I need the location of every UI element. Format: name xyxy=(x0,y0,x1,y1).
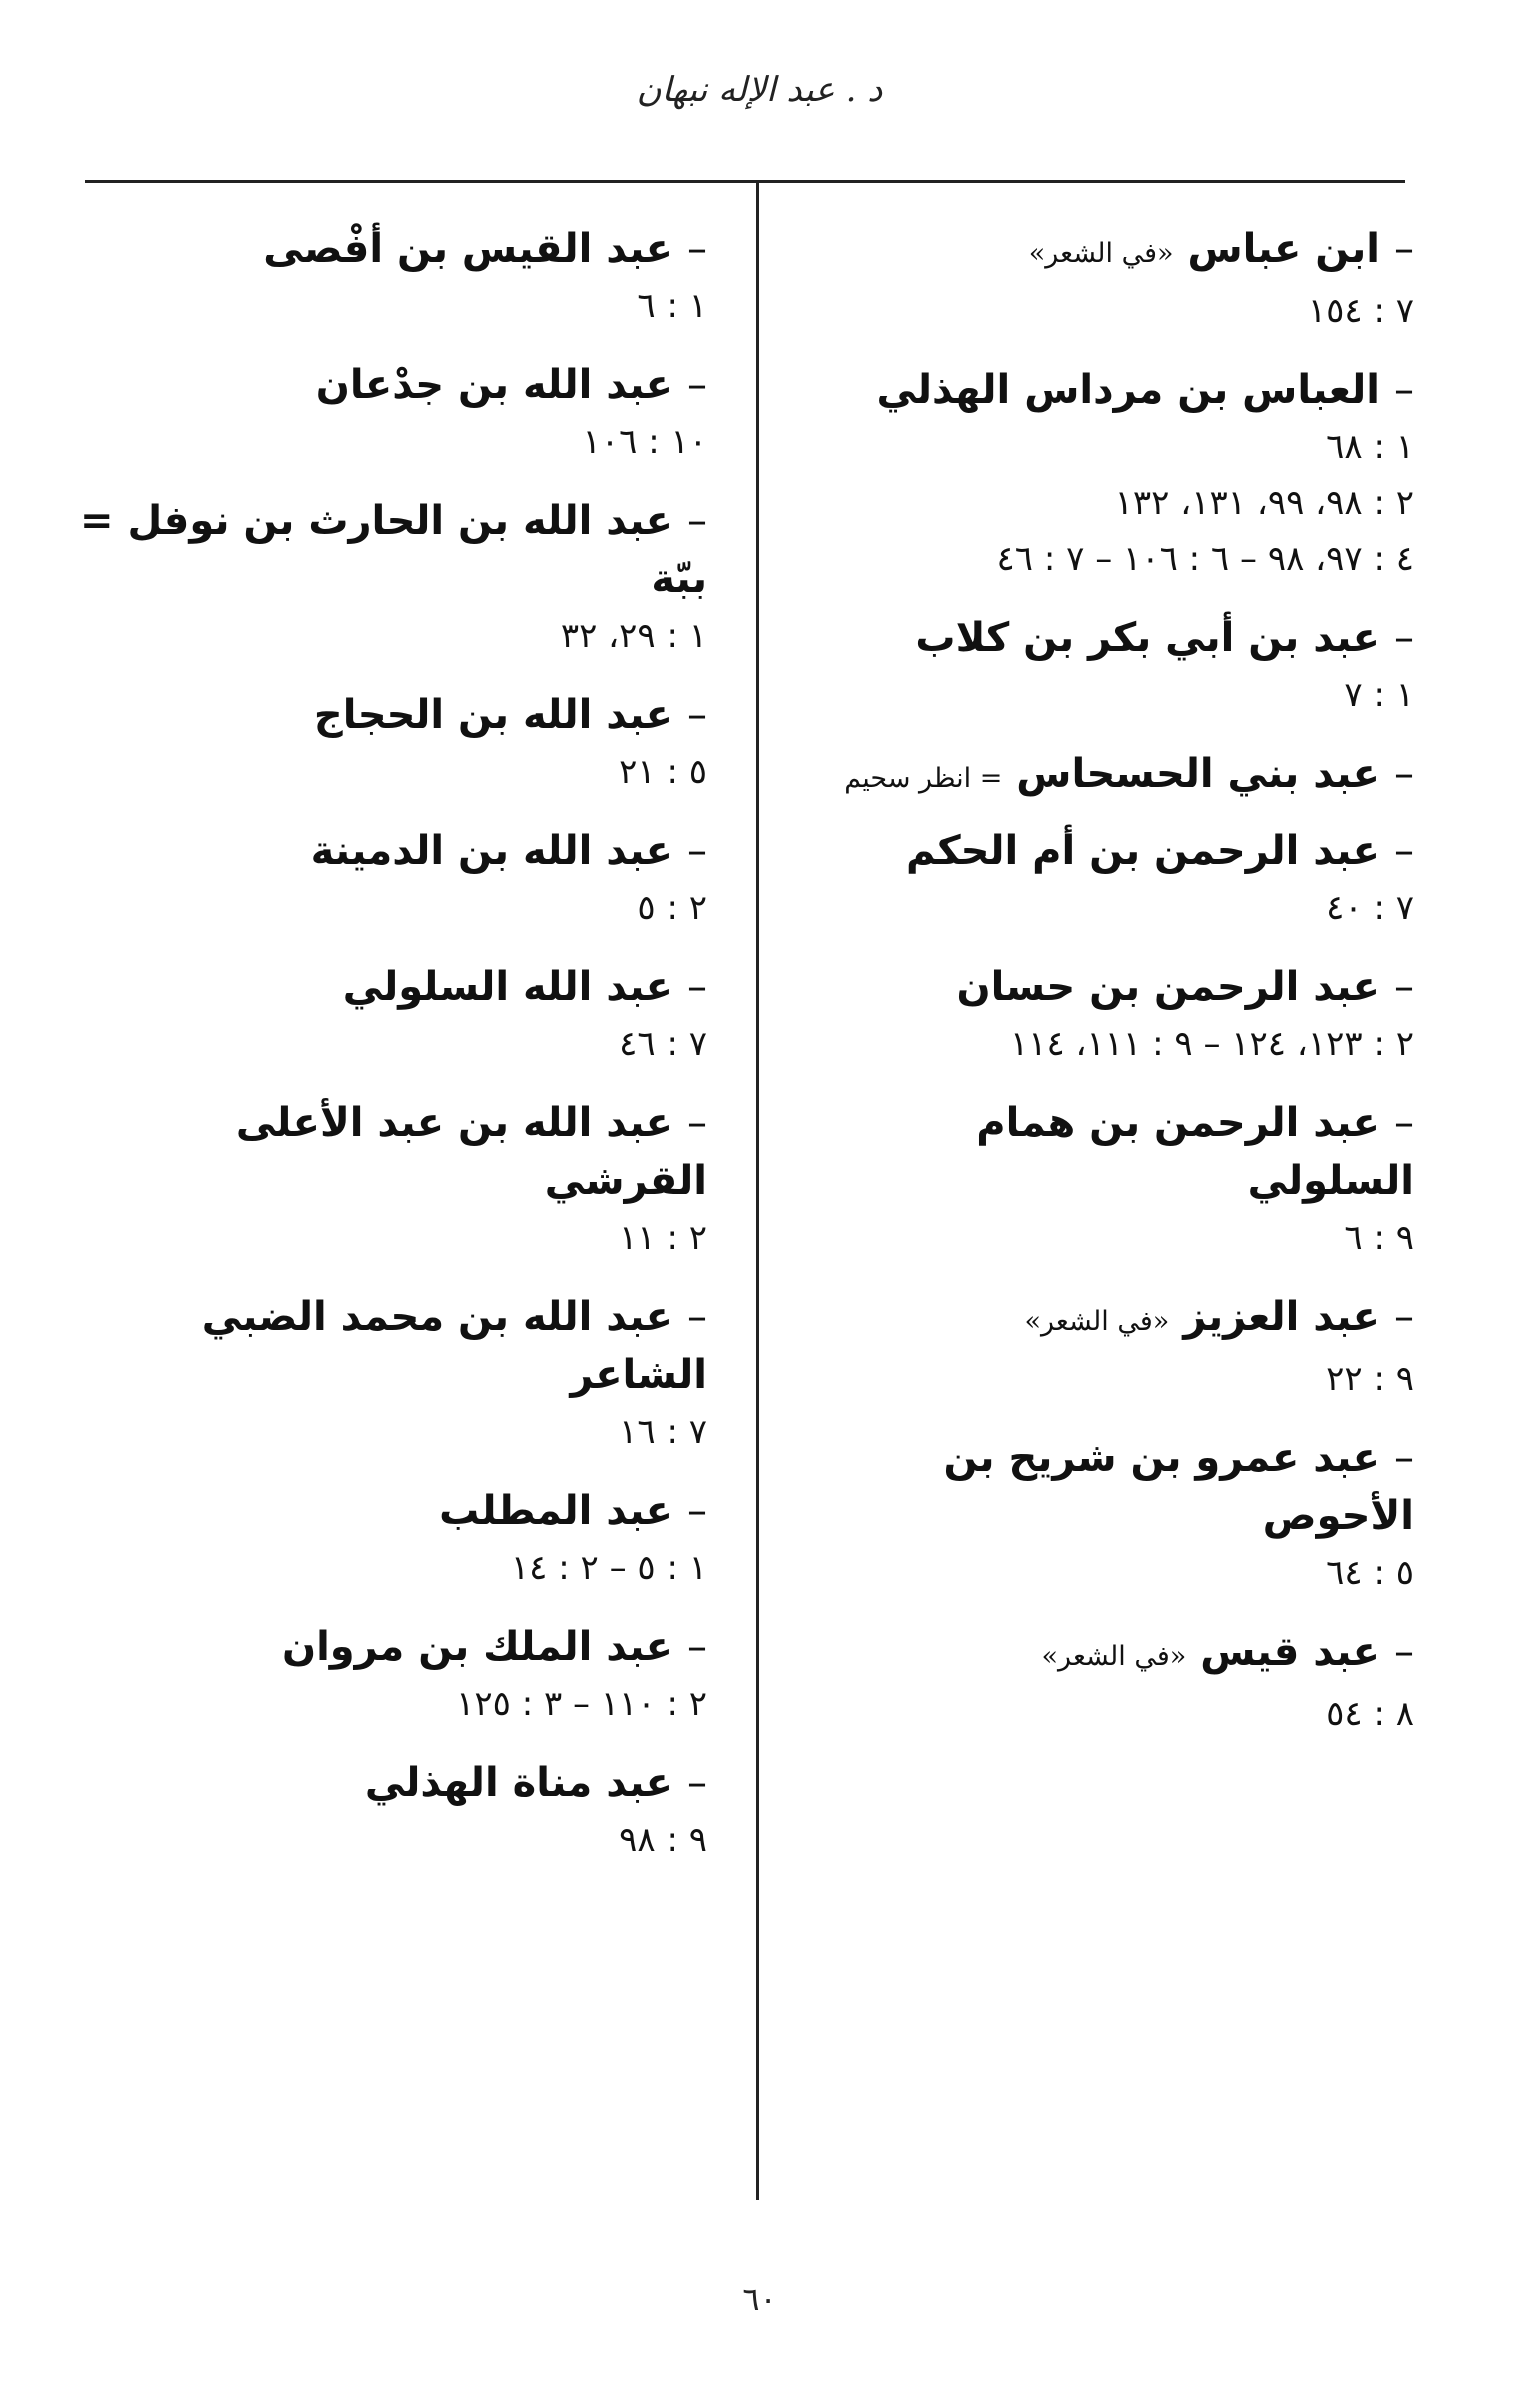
entry-references: ٥ : ٢١ xyxy=(619,752,707,792)
index-entry xyxy=(67,220,707,330)
entry-name: –عبد قيس «في الشعر» xyxy=(1041,1629,1414,1675)
index-entry xyxy=(804,609,1414,719)
entry-name: –عبد الله بن جدْعان xyxy=(315,362,707,408)
entry-name: –عبد القيس بن أفْصى xyxy=(263,226,707,272)
entry-name: –عبد الله بن عبد الأعلى القرشي xyxy=(235,1100,707,1204)
entry-name: –عبد بني الحسحاس = انظر سحيم xyxy=(844,751,1414,797)
entry-references: ٢ : ١١٠ – ٣ : ١٢٥ xyxy=(456,1684,707,1724)
entry-references: ١ : ٥ – ٢ : ١٤ xyxy=(510,1548,707,1588)
entry-name: –عبد الملك بن مروان xyxy=(281,1624,707,1670)
entry-name: –عبد الرحمن بن أم الحكم xyxy=(906,828,1414,874)
entry-references: ٩ : ٢٢ xyxy=(1326,1359,1414,1399)
entry-name: –عبد الله السلولي xyxy=(342,964,707,1010)
index-entry xyxy=(804,1623,1414,1738)
index-entry xyxy=(67,356,707,466)
index-entry xyxy=(67,822,707,932)
entry-references: ٧ : ١٥٤ xyxy=(1307,291,1414,331)
index-entry xyxy=(67,1482,707,1592)
entry-name: –عبد الله بن الحجاج xyxy=(313,692,707,738)
index-entry xyxy=(804,1288,1414,1403)
entry-name: –عبد المطلب xyxy=(439,1488,707,1534)
entry-references: ٢ : ١١ xyxy=(619,1218,707,1258)
entry-name: –عبد بن أبي بكر بن كلاب xyxy=(915,615,1414,661)
column-divider xyxy=(756,183,759,2200)
index-entry xyxy=(804,1429,1414,1597)
page-number: ٦٠ xyxy=(742,2280,777,2318)
entry-name: –عبد الرحمن بن حسان xyxy=(956,964,1414,1010)
index-entry xyxy=(804,220,1414,335)
entry-references: ١ : ٦ xyxy=(637,286,707,326)
entry-references: ٧ : ٤٠ xyxy=(1326,888,1414,928)
entry-name: –عبد العزيز «في الشعر» xyxy=(1024,1294,1414,1340)
entry-note: «في الشعر» xyxy=(1024,1306,1170,1337)
entry-references: ١ : ٧ xyxy=(1344,675,1414,715)
entry-references: ٨ : ٥٤ xyxy=(1326,1694,1414,1734)
entry-name: –عبد الرحمن بن همام السلولي xyxy=(976,1100,1414,1204)
index-entry xyxy=(804,745,1414,808)
entry-references: ١ : ٦٨ xyxy=(1326,427,1414,467)
index-column-left xyxy=(67,220,707,1890)
index-entry xyxy=(804,1094,1414,1262)
index-column-right xyxy=(804,220,1414,1764)
entry-references: ٢ : ٩٨، ٩٩، ١٣١، ١٣٢ xyxy=(1114,483,1414,523)
entry-references: ٧ : ٤٦ xyxy=(619,1024,707,1064)
entry-note: «في الشعر» xyxy=(1041,1641,1187,1672)
entry-references: ١ : ٢٩، ٣٢ xyxy=(560,616,707,656)
index-entry xyxy=(804,822,1414,932)
entry-name: –عبد الله بن الحارث بن نوفل = ببّة xyxy=(80,498,707,602)
entry-references: ٢ : ٥ xyxy=(637,888,707,928)
entry-name: –عبد الله بن الدمينة xyxy=(310,828,707,874)
index-entry xyxy=(67,1094,707,1262)
entry-name: –عبد الله بن محمد الضبي الشاعر xyxy=(201,1294,707,1398)
entry-references: ٢ : ١٢٣، ١٢٤ – ٩ : ١١١، ١١٤ xyxy=(1009,1024,1414,1064)
running-head: د . عبد الإله نبهان xyxy=(636,70,883,110)
index-entry xyxy=(804,361,1414,583)
index-entry xyxy=(67,958,707,1068)
header-rule xyxy=(85,180,1405,183)
index-entry xyxy=(67,686,707,796)
entry-note: = انظر سحيم xyxy=(844,763,1003,794)
entry-name: –العباس بن مرداس الهذلي xyxy=(876,367,1414,413)
entry-references: ٩ : ٦ xyxy=(1344,1218,1414,1258)
entry-references: ٧ : ١٦ xyxy=(619,1412,707,1452)
index-entry xyxy=(67,1288,707,1456)
index-entry xyxy=(67,492,707,660)
index-entry xyxy=(804,958,1414,1068)
entry-note: «في الشعر» xyxy=(1028,238,1174,269)
entry-references: ٥ : ٦٤ xyxy=(1326,1553,1414,1593)
entry-name: –عبد مناة الهذلي xyxy=(364,1760,707,1806)
entry-references: ٩ : ٩٨ xyxy=(619,1820,707,1860)
index-entry xyxy=(67,1754,707,1864)
entry-references: ١٠ : ١٠٦ xyxy=(582,422,707,462)
entry-name: –ابن عباس «في الشعر» xyxy=(1028,226,1414,272)
entry-name: –عبد عمرو بن شريح بن الأحوص xyxy=(943,1435,1414,1539)
index-entry xyxy=(67,1618,707,1728)
entry-references: ٤ : ٩٧، ٩٨ – ٦ : ١٠٦ – ٧ : ٤٦ xyxy=(996,539,1414,579)
